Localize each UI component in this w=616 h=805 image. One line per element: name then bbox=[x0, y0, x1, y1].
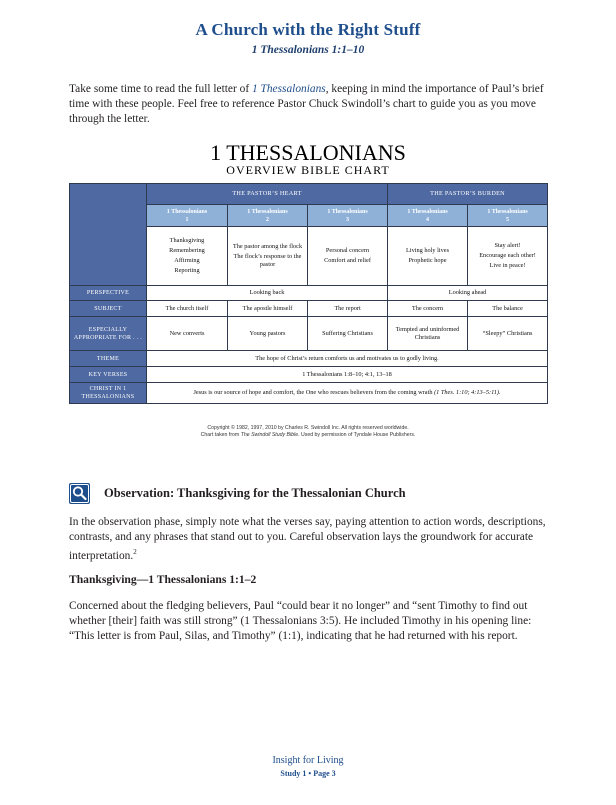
perspective-row bbox=[70, 286, 548, 301]
christ-row bbox=[70, 383, 548, 404]
chapter-cell: 1 Thessalonians 3 bbox=[308, 205, 388, 227]
chapter-4-themes: Living holy lives Prophetic hope bbox=[388, 227, 468, 286]
chapter-cell: 1 Thessalonians 1 bbox=[147, 205, 228, 227]
subject-cell: The balance bbox=[468, 301, 548, 317]
copyright-line-1: Copyright © 1982, 1997, 2010 by Charles R. Swindoll Inc. All rights reserved worldwide. bbox=[207, 425, 409, 431]
perspective-right: Looking ahead bbox=[388, 286, 548, 301]
perspective-left: Looking back bbox=[147, 286, 388, 301]
copyright-line-2: Chart taken from The Swindoll Study Bible. Used by permission of Tyndale House Publishers. bbox=[200, 432, 416, 438]
chapter-cell: 1 Thessalonians 5 bbox=[468, 205, 548, 227]
key-verses-row bbox=[70, 367, 548, 383]
appropriate-row bbox=[70, 317, 548, 351]
observation-paragraph: In the observation phase, simply note what the verses say, paying attention to action words, descriptions, contrasts, and any phrases that stand out to you. Careful observation lays the groundwork for accurate interpretation.$^2$ bbox=[69, 516, 546, 562]
subject-cell: The apostle himself bbox=[228, 301, 308, 317]
chart-subtitle: OVERVIEW BIBLE CHART bbox=[226, 163, 390, 177]
intro-book-reference: 1 Thessalonians bbox=[251, 83, 326, 95]
intro-paragraph bbox=[69, 82, 549, 127]
subject-row bbox=[70, 301, 548, 317]
pastors-heart-header: THE PASTOR’S HEART bbox=[147, 184, 388, 205]
appropriate-label: ESPECIALLY APPROPRIATE FOR . . . bbox=[70, 317, 147, 351]
chart-section-row bbox=[70, 184, 548, 205]
christ-reference: (1 Thes. 1:10; 4:13–5:11). bbox=[434, 389, 501, 396]
subject-cell: The concern bbox=[388, 301, 468, 317]
theme-text: The hope of Christ’s return comforts us and motivates us to godly living. bbox=[147, 351, 548, 367]
chart-copyright bbox=[69, 425, 547, 439]
chapter-2-themes: The pastor among the flock The flock’s response to the pastor bbox=[228, 227, 308, 286]
footer-page-number: Study 1 • Page 3 bbox=[280, 769, 336, 778]
pastors-burden-header: THE PASTOR’S BURDEN bbox=[388, 184, 548, 205]
christ-text: Jesus is our source of hope and comfort, the One who rescues believers from the coming wrath (1 Thes. 1:10; 4:13–5:11). bbox=[147, 383, 548, 404]
appropriate-cell: Young pastors bbox=[228, 317, 308, 351]
chart-title: 1 THESSALONIANS bbox=[210, 140, 406, 165]
perspective-label: PERSPECTIVE bbox=[70, 286, 147, 301]
chapter-5-themes: Stay alert! Encourage each other! Live in peace! bbox=[468, 227, 548, 286]
footer-publisher: Insight for Living bbox=[272, 755, 344, 766]
appropriate-cell: Tempted and uninformed Christians bbox=[388, 317, 468, 351]
overview-chart bbox=[69, 183, 548, 404]
chapter-1-themes: Thanksgiving Remembering Affirming Reporting bbox=[147, 227, 228, 286]
section-paragraph: Concerned about the fledging believers, Paul “could bear it no longer” and “sent Timothy to find out whether [their] faith was still strong” (1 Thessalonians 3:5). He included Timothy in his opening line: “This letter is from Paul, Silas, and Timothy” (1:1), indicating that he had returned with his report. bbox=[69, 600, 532, 642]
christ-label: CHRIST IN 1 THESSALONIANS bbox=[70, 383, 147, 404]
section-heading: Thanksgiving—1 Thessalonians 1:1–2 bbox=[69, 573, 257, 586]
theme-row bbox=[70, 351, 548, 367]
appropriate-cell: “Sleepy” Christians bbox=[468, 317, 548, 351]
appropriate-cell: New converts bbox=[147, 317, 228, 351]
magnifier-icon bbox=[69, 483, 90, 504]
subject-label: SUBJECT bbox=[70, 301, 147, 317]
chapter-cell: 1 Thessalonians 2 bbox=[228, 205, 308, 227]
chapter-cell: 1 Thessalonians 4 bbox=[388, 205, 468, 227]
key-verses-text: 1 Thessalonians 1:8–10; 4:1, 13–18 bbox=[147, 367, 548, 383]
appropriate-cell: Suffering Christians bbox=[308, 317, 388, 351]
chart-corner-cell bbox=[70, 184, 147, 286]
intro-text-2: , keeping in mind the importance of Paul’s brief time with these people. Feel free to reference Pastor Chuck Swindoll’s chart to guide you as you move through the letter. bbox=[69, 83, 544, 125]
subject-cell: The report bbox=[308, 301, 388, 317]
key-verses-label: KEY VERSES bbox=[70, 367, 147, 383]
observation-heading: Observation: Thanksgiving for the Thessalonian Church bbox=[104, 486, 406, 500]
theme-label: THEME bbox=[70, 351, 147, 367]
footnote-marker: 2 bbox=[133, 548, 137, 556]
page-title: A Church with the Right Stuff bbox=[195, 20, 421, 39]
subject-cell: The church itself bbox=[147, 301, 228, 317]
intro-text-1: Take some time to read the full letter of bbox=[69, 83, 252, 95]
page-subtitle: 1 Thessalonians 1:1–10 bbox=[251, 44, 365, 56]
chapter-3-themes: Personal concern Comfort and relief bbox=[308, 227, 388, 286]
